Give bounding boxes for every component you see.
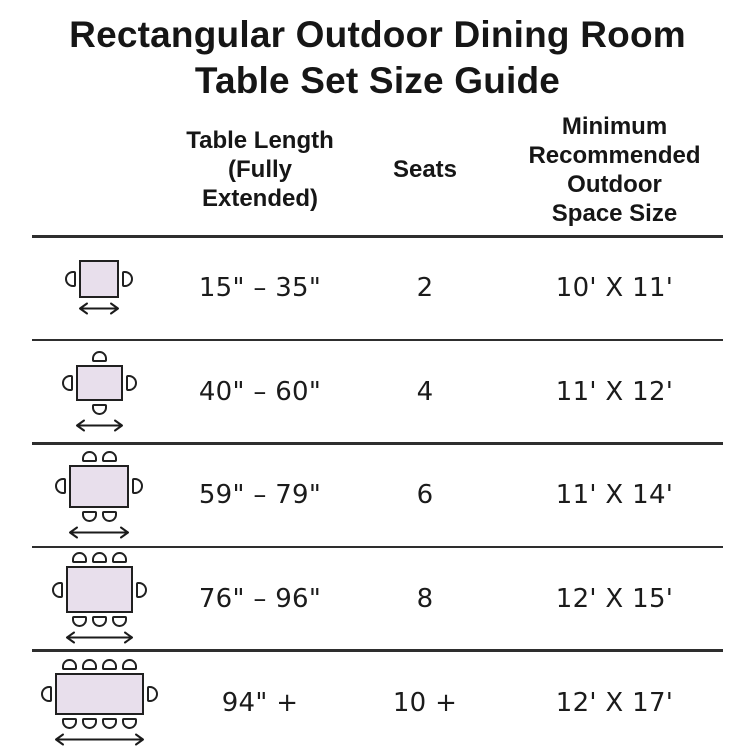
chair-icon <box>62 375 73 391</box>
table-top-view-icon <box>55 451 143 540</box>
table-row <box>0 445 755 546</box>
space-size-value: 11' X 14' <box>555 480 674 510</box>
column-header-space-size <box>510 112 755 228</box>
chair-icon <box>72 616 87 627</box>
column-header-space-line-4: Space Size <box>551 199 678 227</box>
column-header-row <box>0 104 755 235</box>
column-header-space-line-1: Minimum <box>561 112 668 140</box>
space-size-value: 12' X 15' <box>555 583 674 614</box>
chair-icon <box>92 616 107 627</box>
column-header-space-line-3: Outdoor <box>567 170 662 198</box>
width-arrow-icon <box>52 732 147 752</box>
table-body <box>0 238 755 755</box>
table-icon <box>55 673 144 715</box>
seats-value: 8 <box>416 583 434 614</box>
column-header-space-line-2: Recommended <box>528 141 701 169</box>
chair-icon <box>122 271 133 287</box>
table-top-view-icon <box>65 260 133 316</box>
table-length-value: 76" – 96" <box>198 583 322 614</box>
seats-value: 2 <box>416 273 434 303</box>
chair-icon <box>82 659 97 670</box>
width-arrow-icon <box>66 525 132 545</box>
chair-icon <box>122 659 137 670</box>
table-top-view-icon <box>62 351 137 433</box>
chair-icon <box>102 511 117 522</box>
chair-icon <box>41 686 52 702</box>
table-row <box>0 652 755 755</box>
width-arrow-icon <box>73 418 126 438</box>
table-length-value: 15" – 35" <box>198 273 322 303</box>
table-length-value: 59" – 79" <box>198 480 322 510</box>
chair-icon <box>72 552 87 563</box>
table-diagram-cell <box>0 260 180 316</box>
page-title-line-1: Rectangular Outdoor Dining Room <box>69 14 686 55</box>
table-icon <box>79 260 119 298</box>
space-size-value: 11' X 12' <box>555 376 674 407</box>
chair-icon <box>92 552 107 563</box>
table-icon <box>66 566 133 613</box>
space-size-value: 12' X 17' <box>555 688 674 719</box>
chair-icon <box>132 478 143 494</box>
chair-icon <box>102 451 117 462</box>
table-length-value: 40" – 60" <box>198 376 322 407</box>
table-top-view-icon <box>52 552 147 645</box>
column-header-seats: Seats <box>392 156 458 183</box>
column-header-table-length-line-1: Table Length <box>186 127 334 154</box>
seats-value: 4 <box>416 376 434 407</box>
table-row <box>0 238 755 339</box>
chair-icon <box>62 718 77 729</box>
chair-icon <box>126 375 137 391</box>
chair-icon <box>92 404 107 415</box>
seats-value: 10 + <box>392 688 458 719</box>
table-diagram-cell <box>0 659 180 747</box>
width-arrow-icon <box>63 630 136 650</box>
chair-icon <box>112 552 127 563</box>
table-diagram-cell <box>0 552 180 645</box>
chair-icon <box>82 511 97 522</box>
table-diagram-cell <box>0 451 180 540</box>
width-arrow-icon <box>76 301 122 321</box>
chair-icon <box>55 478 66 494</box>
table-length-value: 94" + <box>221 688 299 719</box>
chair-icon <box>136 582 147 598</box>
chair-icon <box>102 718 117 729</box>
table-row <box>0 548 755 649</box>
chair-icon <box>112 616 127 627</box>
column-header-table-length-line-2: (Fully Extended) <box>201 156 318 212</box>
table-diagram-cell <box>0 351 180 433</box>
space-size-value: 10' X 11' <box>555 273 674 303</box>
column-header-table-length <box>180 126 340 213</box>
chair-icon <box>102 659 117 670</box>
chair-icon <box>147 686 158 702</box>
chair-icon <box>92 351 107 362</box>
table-top-view-icon <box>41 659 158 747</box>
chair-icon <box>65 271 76 287</box>
table-icon <box>69 465 129 508</box>
page-title <box>0 0 755 104</box>
chair-icon <box>82 451 97 462</box>
chair-icon <box>122 718 137 729</box>
chair-icon <box>52 582 63 598</box>
table-row <box>0 341 755 442</box>
seats-value: 6 <box>416 480 434 510</box>
chair-icon <box>62 659 77 670</box>
table-icon <box>76 365 123 401</box>
page-title-line-2: Table Set Size Guide <box>194 60 561 101</box>
chair-icon <box>82 718 97 729</box>
